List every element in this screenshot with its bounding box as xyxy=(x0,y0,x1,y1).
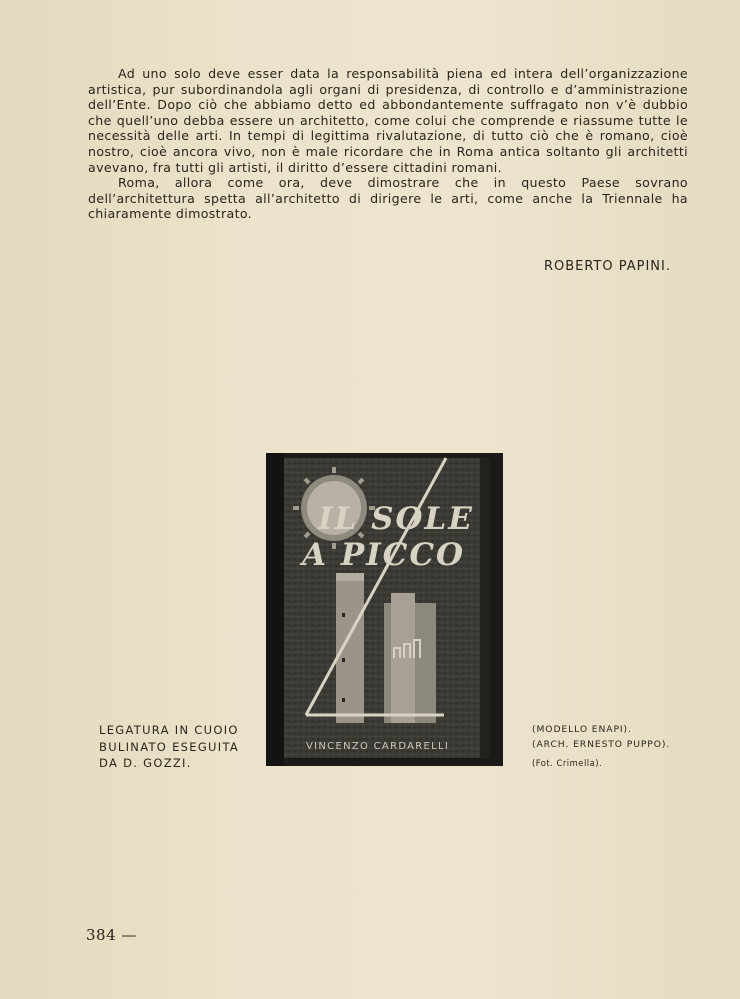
book-binding-photo xyxy=(266,453,503,766)
paragraph-1: Ad uno solo deve esser data la responsabilità piena ed intera dell’organizzazione artistica, pur subordinandola agli organi di presidenza, di controllo e d’amministrazione dell’Ente. Dopo ciò che abbiamo detto ed abbondantemente suffragato non v’è dubbio che quell’uno debba essere un architetto, come colui che comprende e riassume tutte le necessità delle arti. In tempi di legittima rivalutazione, di tutto ciò che è romano, cioè nostro, cioè ancora vivo, non è male ricordare che in Roma antica soltanto gli architetti avevano, fra tutti gli artisti, il diritto d’essere cittadini romani. xyxy=(88,66,688,175)
page-number: 384 — xyxy=(86,926,137,944)
caption-right-line-2: (ARCH. ERNESTO PUPPO). xyxy=(532,739,671,750)
paragraph-2: Roma, allora come ora, deve dimostrare che in questo Paese sovrano dell’architettura spetta all’architetto di dirigere le arti, come anche la Triennale ha chiaramente dimostrato. xyxy=(88,175,688,222)
author-signature: ROBERTO PAPINI. xyxy=(543,259,671,274)
photo-credit: (Fot. Crimella). xyxy=(532,758,603,768)
article-text xyxy=(88,66,688,222)
cover-title-line1: IL SOLE xyxy=(318,501,474,537)
cover-title-line2: A PICCO xyxy=(302,537,466,573)
caption-left-line-1: LEGATURA IN CUOIO xyxy=(99,723,239,737)
cover-author: VINCENZO CARDARELLI xyxy=(306,741,450,752)
caption-left-line-3: DA D. GOZZI. xyxy=(99,756,192,770)
caption-left xyxy=(99,722,239,772)
caption-right xyxy=(532,722,670,771)
caption-left-line-2: BULINATO ESEGUITA xyxy=(99,739,240,754)
caption-right-line-1: (MODELLO ENAPI). xyxy=(532,724,632,735)
book-cover-illustration xyxy=(266,453,503,766)
